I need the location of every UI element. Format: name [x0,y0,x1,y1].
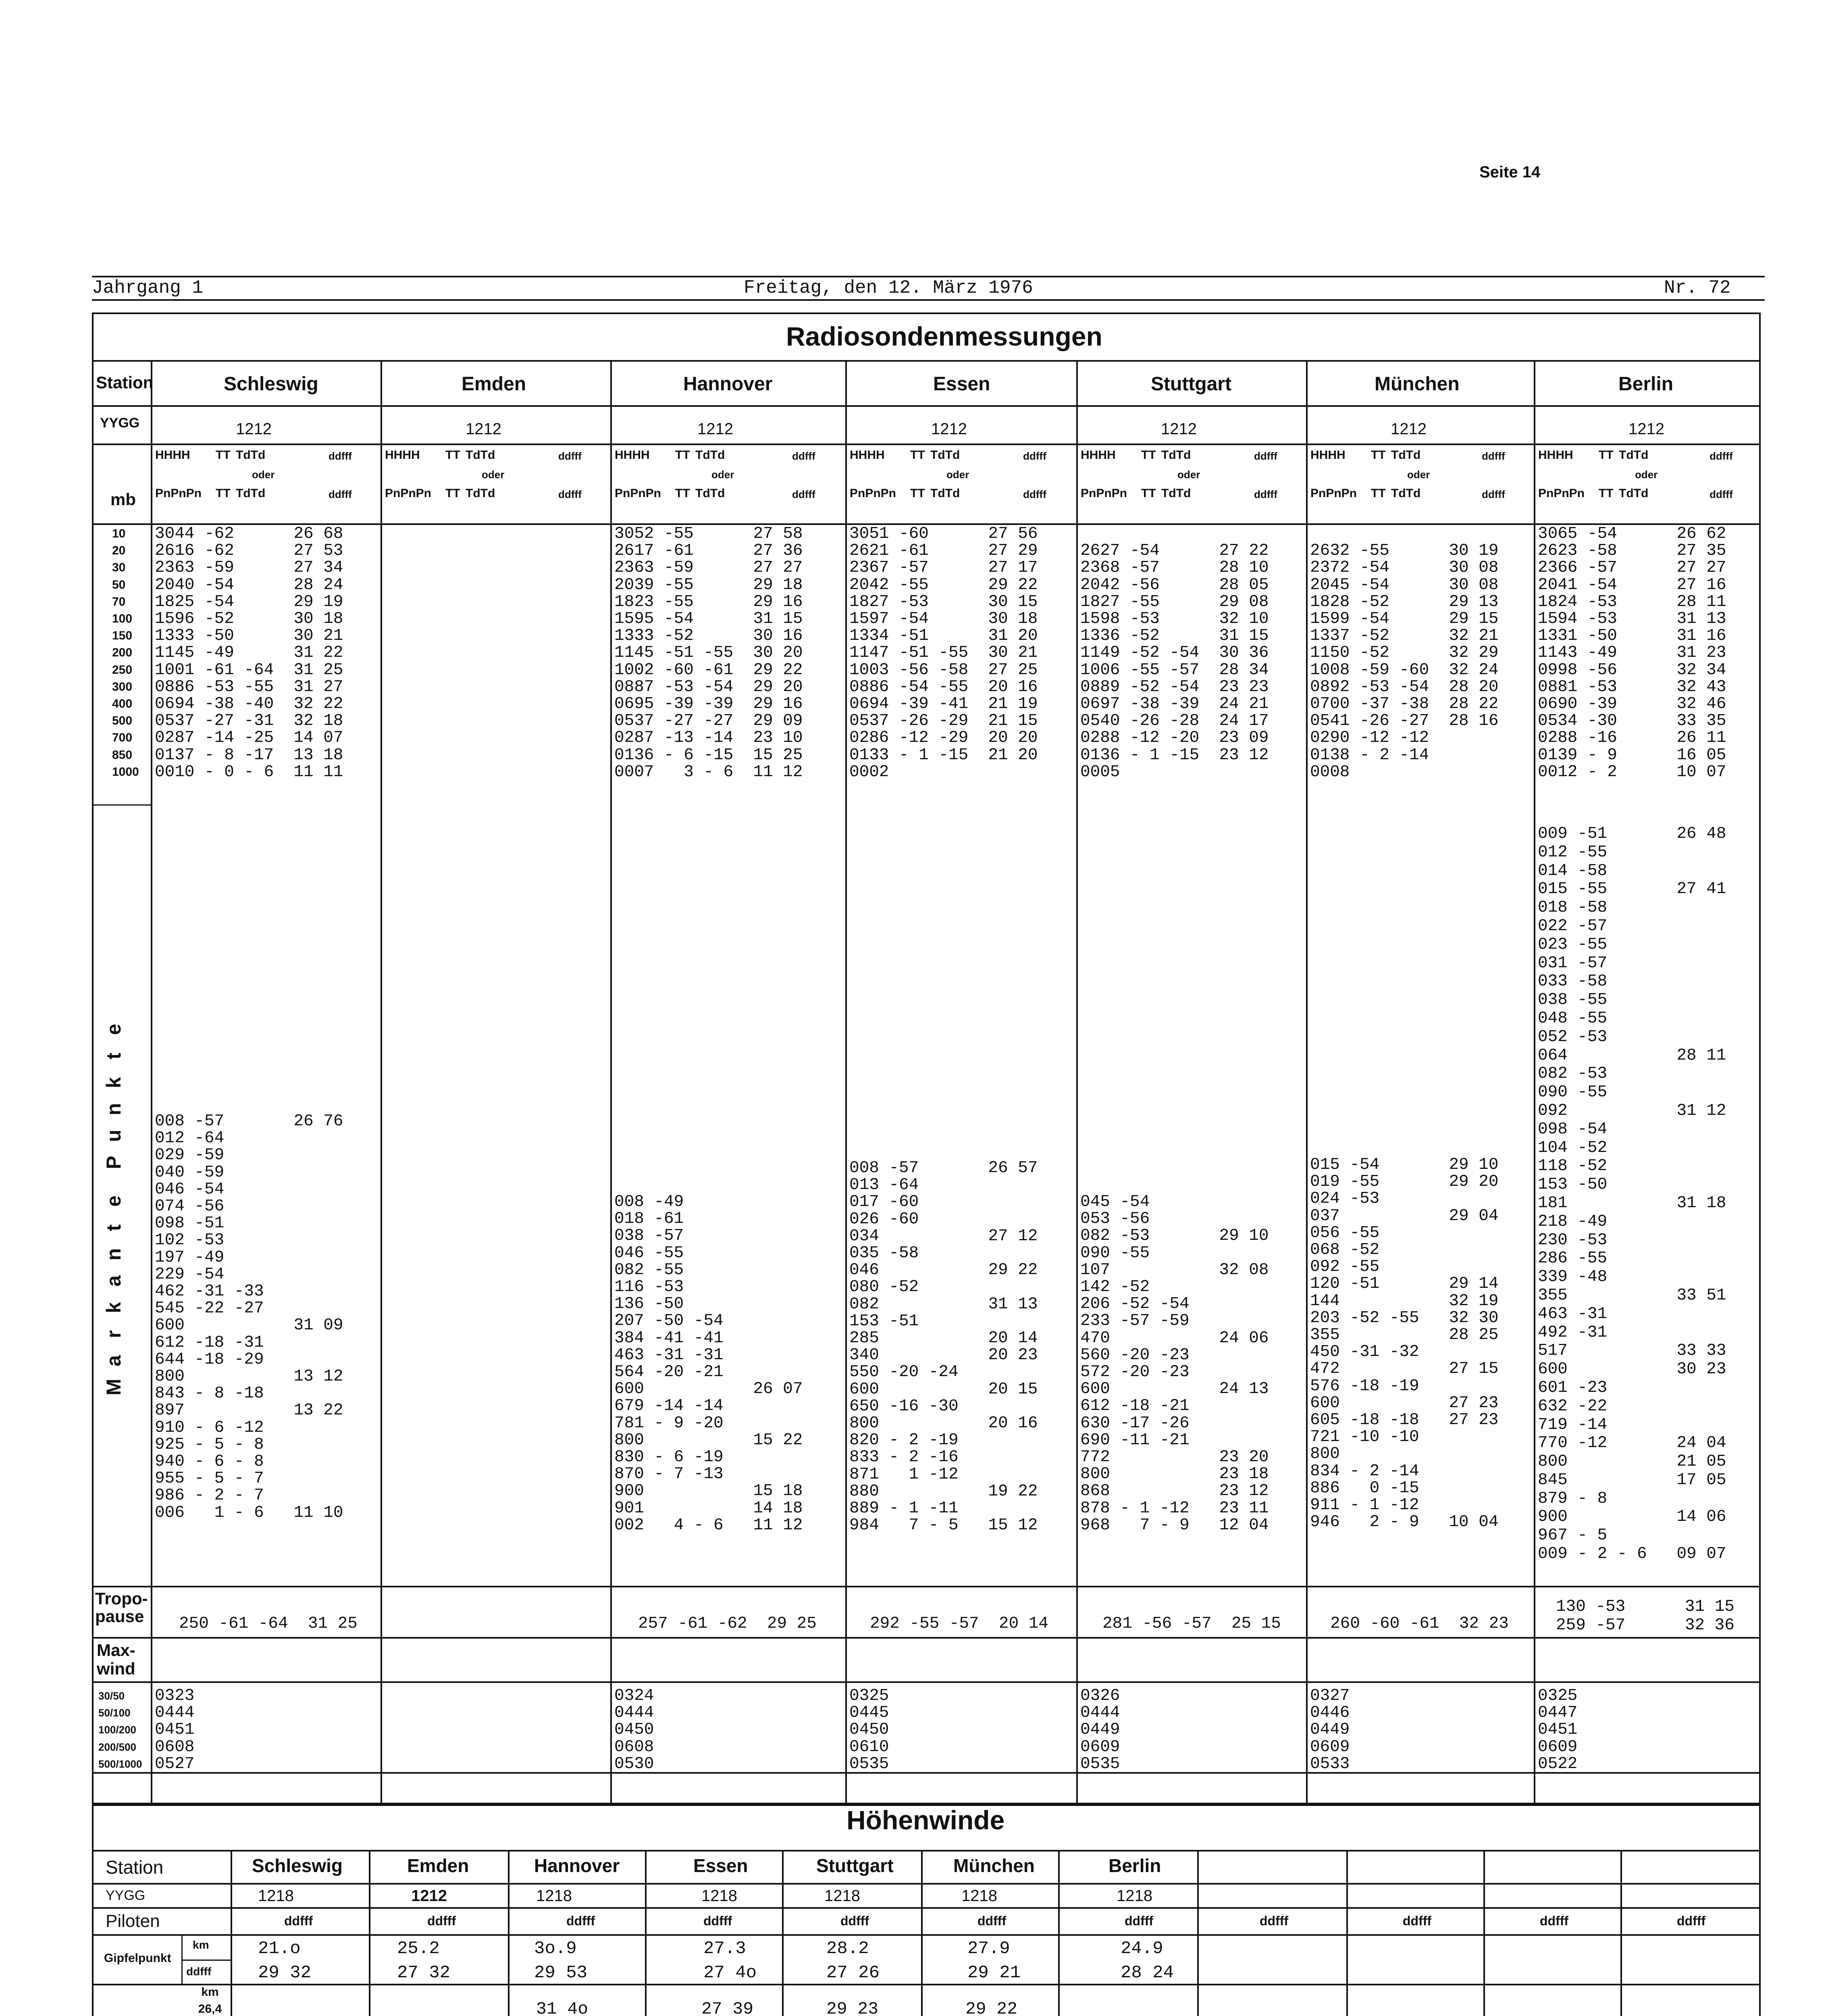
header-jahrgang: Jahrgang 1 [92,277,204,298]
hw-piloten-label: Piloten [106,1911,160,1931]
hw-yygg-emden: 1212 [411,1887,447,1905]
shear-schleswig: 0323 0444 0451 0608 0527 [155,1687,195,1773]
levels-essen: 3051 -60 27 56 2621 -61 27 29 2367 -57 27 17 2042 -55 29 22 1827 -53 30 15 1597 -54 30 18 1334 -51 31 20 1147 -51 -55 30 21 1003 -56 -58 27 25 0886 -54 -55 20 16 0694 -39 -41 21 19 0537 -26 -29 21 15 0286 -12 -29 20 20 0133 - 1 -15 21 20 0002 [849,525,1038,781]
station-name-schleswig: Schleswig [224,373,318,395]
hw-yygg-hannover: 1218 [536,1887,572,1905]
yygg-berlin: 1212 [1628,420,1664,438]
colhead-muenchen: HHHH TT TdTd ddfff oder PnPnPn TT TdTd ddfff [1310,448,1505,500]
station-name-stuttgart: Stuttgart [1151,373,1231,395]
markante-muenchen: 015 -54 29 10 019 -55 29 20 024 -53 037 29 04 056 -55 068 -52 092 -55 120 -51 29 14 144 32 19 203 -52 -55 32 30 355 28 25 450 -31 -32 472 27 15 576 -18 -19 600 27 23 605 -18 -18 27 23 721 -10 -10 800 834 - 2 -14 886 0 -15 911 - 1 -12 946 2 - 9 10 04 [1310,1156,1499,1532]
tropopause-schleswig: 250 -61 -64 31 25 [179,1614,358,1633]
hw-winds-muenchen: 29 22 [965,1999,1018,2016]
hw-station-stuttgart: Stuttgart [816,1855,894,1876]
markante-essen: 008 -57 26 57 013 -64 017 -60 026 -60 034 27 12 035 -58 046 29 22 080 -52 082 31 13 153 -51 285 20 14 340 20 23 550 -20 -24 600 20 15 650 -16 -30 800 20 16 820 - 2 -19 833 - 2 -16 871 1 -12 880 19 22 889 - 1 -11 984 7 - 5 15 12 [849,1159,1038,1535]
levels-hannover: 3052 -55 27 58 2617 -61 27 36 2363 -59 27 27 2039 -55 29 18 1823 -55 29 16 1595 -54 31 15 1333 -52 30 16 1145 -51 -55 30 20 1002 -60 -61 29 22 0887 -53 -54 29 20 0695 -39 -39 29 16 0537 -27 -27 29 09 0287 -13 -14 23 10 0136 - 6 -15 15 25 0007 3 - 6 11 12 [614,525,803,781]
hoehenwinde-frame [92,1804,1761,2016]
header-date: Freitag, den 12. März 1976 [744,277,1033,298]
colhead-berlin: HHHH TT TdTd ddfff oder PnPnPn TT TdTd ddfff [1538,448,1733,500]
markante-schleswig: 008 -57 26 76 012 -64 029 -59 040 -59 046 -54 074 -56 098 -51 102 -53 197 -49 229 -54 462 -31 -33 545 -22 -27 600 31 09 612 -18 -31 644 -18 -29 800 13 12 843 - 8 -18 897 13 22 910 - 6 -12 925 - 5 - 8 940 - 6 - 8 955 - 5 - 7 986 - 2 - 7 006 1 - 6 11 10 [155,1112,343,1522]
station-name-essen: Essen [933,373,990,395]
shear-berlin: 0325 0447 0451 0609 0522 [1538,1687,1578,1773]
levels-schleswig: 3044 -62 26 68 2616 -62 27 53 2363 -59 27 34 2040 -54 28 24 1825 -54 29 19 1596 -52 30 18 1333 -50 30 21 1145 -49 31 22 1001 -61 -64 31 25 0886 -53 -55 31 27 0694 -38 -40 32 22 0537 -27 -31 32 18 0287 -14 -25 14 07 0137 - 8 -17 13 18 0010 - 0 - 6 11 11 [155,525,343,781]
shear-stuttgart: 0326 0444 0449 0609 0535 [1080,1687,1120,1773]
levels-berlin: 3065 -54 26 62 2623 -58 27 35 2366 -57 27 27 2041 -54 27 16 1824 -53 28 11 1594 -53 31 13 1331 -50 31 16 1143 -49 31 23 0998 -56 32 34 0881 -53 32 43 0690 -39 32 46 0534 -30 33 35 0288 -16 26 11 0139 - 9 16 05 0012 - 2 10 07 [1538,525,1726,781]
tropopause-essen: 292 -55 -57 20 14 [870,1614,1048,1633]
levels-stuttgart: 2627 -54 27 22 2368 -57 28 10 2042 -56 28 05 1827 -55 29 08 1598 -53 32 10 1336 -52 31 15 1149 -52 -54 30 36 1006 -55 -57 28 34 0889 -52 -54 23 23 0697 -38 -39 24 21 0540 -26 -28 24 17 0288 -12 -20 23 09 0136 - 1 -15 23 12 0005 [1080,541,1269,781]
hw-gipfel-dd-row: 29 32 27 32 29 53 27 4o 27 26 29 21 28 24 [258,1963,1174,1983]
page-number: Seite 14 [1479,163,1541,181]
hw-gipfel-km-row: 21.o 25.2 3o.9 27.3 28.2 27.9 24.9 [258,1939,1163,1959]
station-name-emden: Emden [462,373,526,395]
yygg-schleswig: 1212 [236,420,272,438]
yygg-emden: 1212 [466,420,501,438]
hw-station-names [0,1855,1826,1879]
shear-hannover: 0324 0444 0450 0608 0530 [614,1687,654,1773]
station-name-muenchen: München [1375,373,1460,395]
levels-muenchen: 2632 -55 30 19 2372 -54 30 08 2045 -54 30 08 1828 -52 29 13 1599 -54 29 15 1337 -52 32 21 1150 -52 32 29 1008 -59 -60 32 24 0892 -53 -54 28 20 0700 -37 -38 28 22 0541 -26 -27 28 16 0290 -12 -12 0138 - 2 -14 0008 [1310,541,1499,781]
maxwind-label: Max- wind [97,1641,135,1678]
mb-levels: 10 20 30 50 70 100 150 200 250 300 400 500 700 850 1000 [112,527,139,779]
hw-km-levels: km 26,4 [198,1985,222,2016]
hw-station-berlin: Berlin [1108,1855,1161,1876]
tropopause-berlin: 130 -53 31 15 259 -57 32 36 [1556,1597,1734,1635]
yygg-label: YYGG [100,415,140,431]
mb-label: mb [110,490,136,509]
hw-yygg-muenchen: 1218 [961,1887,997,1905]
tropopause-hannover: 257 -61 -62 29 25 [638,1614,817,1633]
hw-piloten-row: ddfff ddfff ddfff ddfff ddfff ddfff ddfff ddfff ddfff ddfff ddfff [284,1914,1706,1928]
tropopause-label: Tropo- pause [95,1589,148,1626]
hw-yygg-schleswig: 1218 [258,1887,294,1905]
hw-winds-stuttgart: 29 23 [826,1999,879,2016]
hw-station-label: Station [106,1857,164,1878]
station-name-berlin: Berlin [1618,373,1674,395]
hw-station-schleswig: Schleswig [252,1855,343,1876]
hw-winds-essen: 27 39 [701,1999,754,2016]
hw-yygg-label: YYGG [106,1888,146,1903]
shear-levels: 30/50 50/100 100/200 200/500 500/1000 [98,1690,142,1770]
shear-muenchen: 0327 0446 0449 0609 0533 [1310,1687,1350,1773]
hw-gipfel-ddfff-label: ddfff [186,1965,212,1978]
shear-essen: 0325 0445 0450 0610 0535 [849,1687,889,1773]
radiosonde-title: Radiosondenmessungen [786,321,1102,351]
station-name-hannover: Hannover [683,373,773,395]
hw-yygg-berlin: 1218 [1117,1887,1152,1905]
hw-station-muenchen: München [953,1855,1035,1876]
colhead-schleswig: HHHH TT TdTd ddfff oder PnPnPn TT TdTd ddfff [155,448,352,500]
hw-station-hannover: Hannover [534,1855,620,1876]
station-label: Station [96,373,154,392]
hw-yygg-row [0,1887,1826,1907]
yygg-hannover: 1212 [697,420,733,438]
markante-hannover: 008 -49 018 -61 038 -57 046 -55 082 -55 116 -53 136 -50 207 -50 -54 384 -41 -41 463 -31 -31 564 -20 -21 600 26 07 679 -14 -14 781 - 9 -20 800 15 22 830 - 6 -19 870 - 7 -13 900 15 18 901 14 18 002 4 - 6 11 12 [614,1193,803,1535]
hw-gipfel-km-label: km [193,1939,209,1951]
hw-station-emden: Emden [407,1855,469,1876]
colhead-hannover: HHHH TT TdTd ddfff oder PnPnPn TT TdTd ddfff [615,448,815,500]
hw-gipfelpunkt-label: Gipfelpunkt [104,1951,171,1965]
markante-berlin: 009 -51 26 48 012 -55 014 -58 015 -55 27 41 018 -58 022 -57 023 -55 031 -57 033 -58 038 -55 048 -55 052 -53 064 28 11 082 -53 090 -55 092 31 12 098 -54 104 -52 118 -52 153 -50 181 31 18 218 -49 230 -53 286 -55 339 -48 355 33 51 463 -31 492 -31 517 33 33 600 30 23 601 -23 632 -22 719 -14 770 -12 24 04 800 21 05 845 17 05 879 - 8 900 14 06 967 - 5 009 - 2 - 6 09 07 [1538,825,1726,1564]
yygg-stuttgart: 1212 [1161,420,1197,438]
tropopause-muenchen: 260 -60 -61 32 23 [1330,1614,1509,1633]
hw-winds-schleswig [258,1984,310,2016]
tropopause-stuttgart: 281 -56 -57 25 15 [1102,1614,1281,1633]
hw-winds-emden [397,1984,449,2016]
yygg-essen: 1212 [931,420,967,438]
hw-station-essen: Essen [693,1855,748,1876]
hw-winds-berlin [1121,1984,1173,2016]
markante-stuttgart: 045 -54 053 -56 082 -53 29 10 090 -55 107 32 08 142 -52 206 -52 -54 233 -57 -59 470 24 06 560 -20 -23 572 -20 -23 600 24 13 612 -18 -21 630 -17 -26 690 -11 -21 772 23 20 800 23 18 868 23 12 878 - 1 -12 23 11 968 7 - 9 12 04 [1080,1193,1269,1535]
header-issue-number: Nr. 72 [1664,277,1731,298]
colhead-emden: HHHH TT TdTd ddfff oder PnPnPn TT TdTd ddfff [385,448,582,500]
colhead-stuttgart: HHHH TT TdTd ddfff oder PnPnPn TT TdTd ddfff [1081,448,1277,500]
hw-yygg-stuttgart: 1218 [824,1887,860,1905]
yygg-muenchen: 1212 [1391,420,1427,438]
hw-winds-hannover: 31 4o [536,1999,589,2016]
hw-yygg-essen: 1218 [701,1887,737,1905]
hoehenwinde-title: Höhenwinde [846,1805,1005,1835]
colhead-essen: HHHH TT TdTd ddfff oder PnPnPn TT TdTd ddfff [850,448,1046,500]
markante-punkte-label: e t k n u P e t n a k r a M [102,1024,125,1395]
